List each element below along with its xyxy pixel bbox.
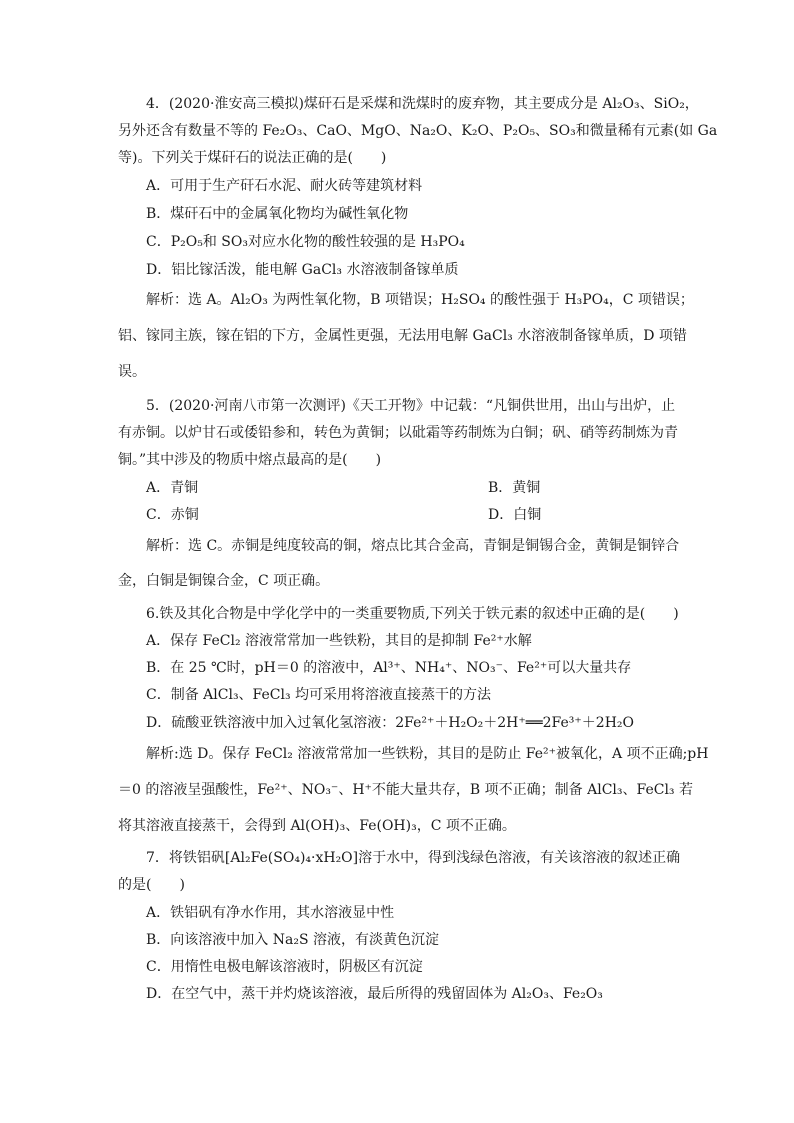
q4-stem-line-3: 等)。下列关于煤矸石的说法正确的是( ): [118, 150, 387, 166]
q6-stem-line-1: 6.铁及其化合物是中学化学中的一类重要物质,下列关于铁元素的叙述中正确的是( ): [146, 606, 679, 622]
q5-option-d: D．白铜: [488, 507, 542, 523]
q7-option-a: A．铁铝矾有净水作用，其水溶液显中性: [146, 905, 395, 921]
q7-option-b: B．向该溶液中加入 Na₂S 溶液，有淡黄色沉淀: [146, 932, 439, 948]
q6-option-c: C．制备 AlCl₃、FeCl₃ 均可采用将溶液直接蒸干的方法: [146, 687, 492, 703]
q4-option-b: B．煤矸石中的金属氧化物均为碱性氧化物: [146, 206, 409, 222]
q4-option-c: C．P₂O₅和 SO₃对应水化物的酸性较强的是 H₃PO₄: [146, 234, 465, 250]
q4-analysis-line-3: 误。: [118, 364, 146, 380]
q7-stem-line-1: 7．将铁铝矾[Al₂Fe(SO₄)₄·xH₂O]溶于水中，得到浅绿色溶液，有关该溶液的叙述正确: [146, 850, 681, 866]
q5-option-c: C．赤铜: [146, 507, 199, 523]
q6-option-d: D．硫酸亚铁溶液中加入过氧化氢溶液：2Fe²⁺＋H₂O₂＋2H⁺══2Fe³⁺＋2H₂O: [146, 715, 634, 731]
q6-option-a: A．保存 FeCl₂ 溶液常常加一些铁粉，其目的是抑制 Fe²⁺水解: [146, 633, 532, 649]
q4-analysis-line-2: 铝、镓同主族，镓在铝的下方，金属性更强，无法用电解 GaCl₃ 水溶液制备镓单质，D 项错: [118, 328, 687, 344]
q4-analysis-line-1: 解析：选 A。Al₂O₃ 为两性氧化物，B 项错误；H₂SO₄ 的酸性强于 H₃PO₄，C 项错误；: [146, 292, 694, 308]
q7-option-d: D．在空气中，蒸干并灼烧该溶液，最后所得的残留固体为 Al₂O₃、Fe₂O₃: [146, 986, 603, 1002]
q7-stem-line-2: 的是( ): [118, 877, 185, 893]
q4-option-d: D．铝比镓活泼，能电解 GaCl₃ 水溶液制备镓单质: [146, 262, 459, 278]
q4-stem-line-2: 另外还含有数量不等的 Fe₂O₃、CaO、MgO、Na₂O、K₂O、P₂O₅、SO₃和微量稀有元素(如 Ga: [118, 123, 718, 139]
q5-analysis-line-1: 解析：选 C。赤铜是纯度较高的铜，熔点比其合金高，青铜是铜锡合金，黄铜是铜锌合: [146, 538, 680, 554]
q5-stem-line-1: 5．(2020·河南八市第一次测评)《天工开物》中记载：“凡铜供世用，出山与出炉，止: [146, 398, 676, 414]
q6-analysis-line-3: 将其溶液直接蒸干，会得到 Al(OH)₃、Fe(OH)₃，C 项不正确。: [118, 818, 516, 834]
q4-stem-line-1: 4．(2020·淮安高三模拟)煤矸石是采煤和洗煤时的废弃物，其主要成分是 Al₂O₃、SiO₂，: [146, 96, 699, 112]
q5-stem-line-3: 铜。”其中涉及的物质中熔点最高的是( ): [118, 452, 382, 468]
q5-stem-line-2: 有赤铜。以炉甘石或倭铅参和，转色为黄铜；以砒霜等药制炼为白铜；矾、硝等药制炼为青: [118, 425, 678, 441]
q6-analysis-line-1: 解析:选 D。保存 FeCl₂ 溶液常常加一些铁粉，其目的是防止 Fe²⁺被氧化，A 项不正确;pH: [146, 746, 709, 762]
q5-analysis-line-2: 金，白铜是铜镍合金，C 项正确。: [118, 573, 330, 589]
q7-option-c: C．用惰性电极电解该溶液时，阴极区有沉淀: [146, 959, 423, 975]
q5-option-a: A．青铜: [146, 480, 199, 496]
q6-option-b: B．在 25 ℃时，pH＝0 的溶液中，Al³⁺、NH₄⁺、NO₃⁻、Fe²⁺可以大量共存: [146, 660, 632, 676]
q6-analysis-line-2: ＝0 的溶液呈强酸性，Fe²⁺、NO₃⁻、H⁺不能大量共存，B 项不正确；制备 AlCl₃、FeCl₃ 若: [118, 782, 693, 798]
q4-option-a: A．可用于生产矸石水泥、耐火砖等建筑材料: [146, 178, 423, 194]
q5-option-b: B．黄铜: [488, 480, 541, 496]
